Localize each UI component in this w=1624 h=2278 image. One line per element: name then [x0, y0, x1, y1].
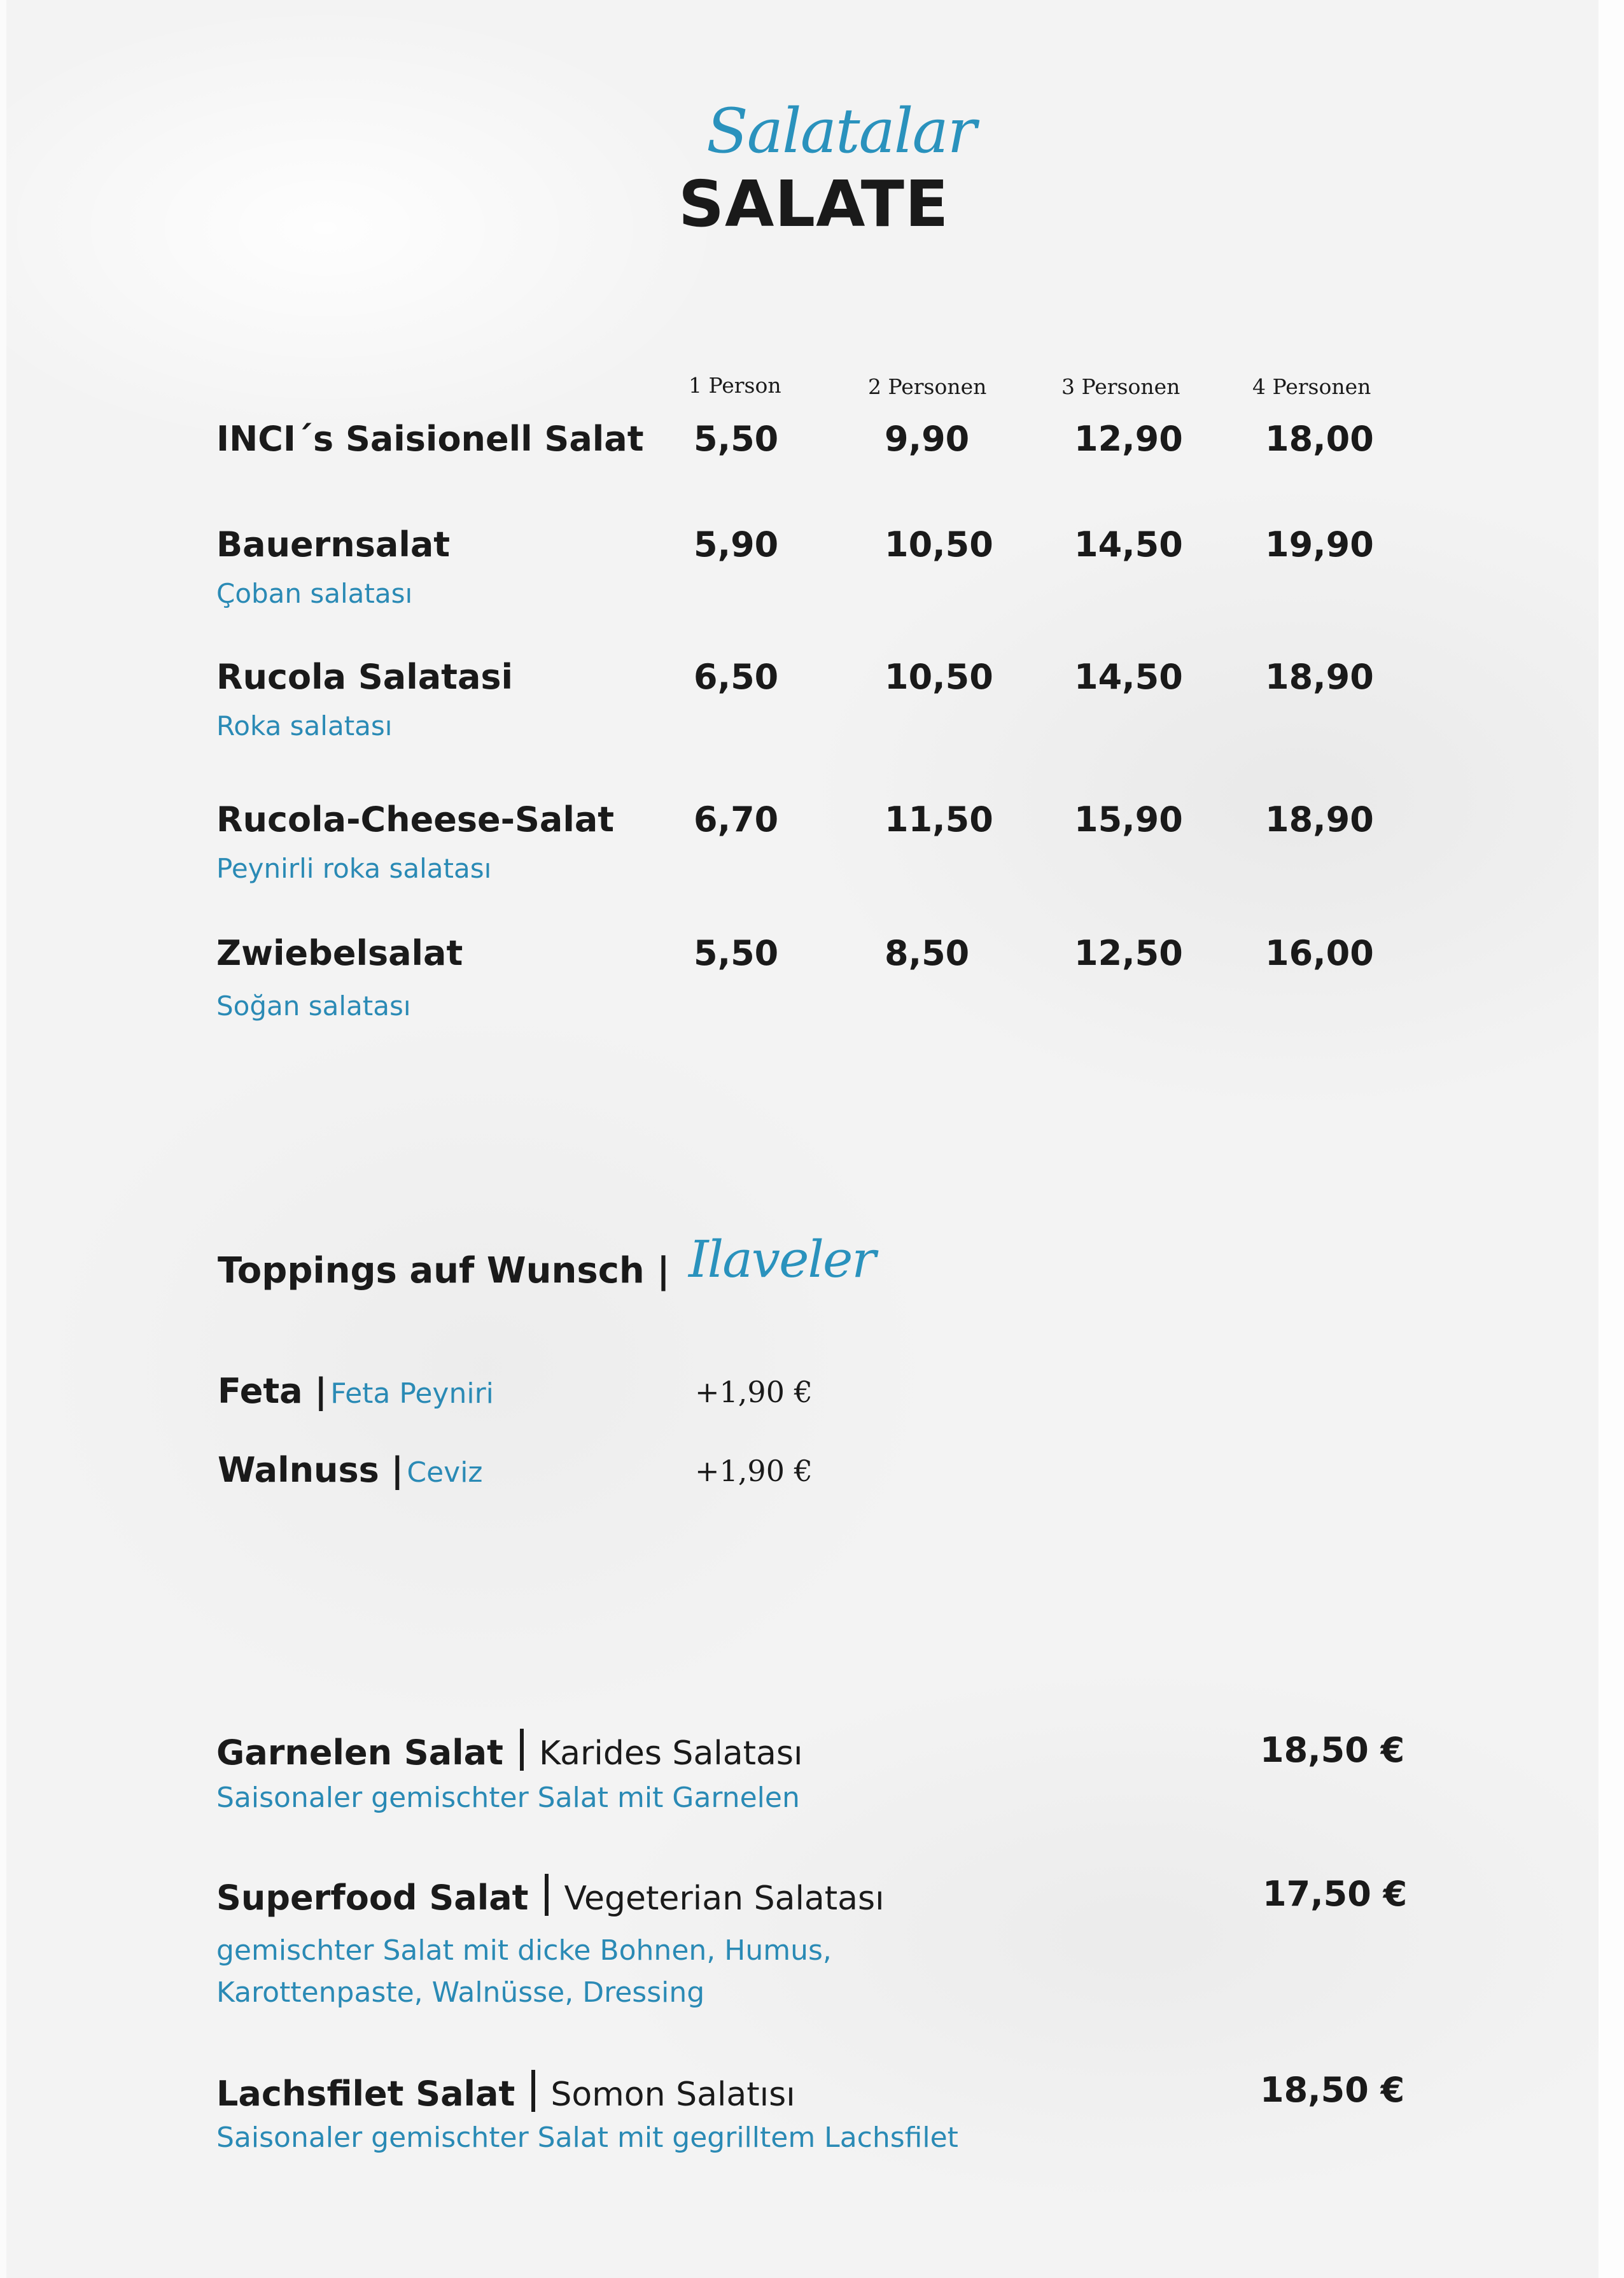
salad-price-4: 18,90 [1265, 657, 1374, 697]
salad-name: Rucola Salatasi [216, 657, 514, 697]
special-turkish-name: Karides Salatası [538, 1734, 803, 1773]
topping-subtitle: Feta Peyniri [330, 1377, 494, 1410]
salad-price-3: 12,50 [1074, 933, 1183, 973]
special-name: Lachsfilet Salat [216, 2074, 515, 2114]
salad-price-2: 11,50 [885, 799, 993, 840]
salad-price-1: 6,70 [694, 799, 779, 840]
divider [520, 1729, 524, 1771]
salad-price-3: 12,90 [1074, 419, 1183, 459]
column-header-1-person: 1 Person [689, 373, 781, 398]
special-name: Garnelen Salat [216, 1733, 503, 1773]
topping-name: Walnuss | [218, 1450, 404, 1490]
salad-name: Bauernsalat [216, 524, 451, 565]
topping-subtitle: Ceviz [407, 1456, 483, 1489]
salad-price-2: 10,50 [885, 524, 993, 565]
salad-subtitle: Roka salatası [216, 710, 393, 742]
salad-price-1: 5,50 [694, 419, 779, 459]
special-description: gemischter Salat mit dicke Bohnen, Humus, Karottenpaste, Walnüsse, Dressing [216, 1934, 832, 2009]
salad-price-4: 19,90 [1265, 524, 1374, 565]
page-title: SALATE [678, 167, 949, 241]
special-title-row [216, 2070, 795, 2114]
column-header-4-personen: 4 Personen [1252, 374, 1371, 399]
column-header-2-personen: 2 Personen [868, 374, 987, 399]
toppings-script-heading: Ilaveler [689, 1230, 875, 1289]
special-title-row [216, 1729, 802, 1773]
salad-name: Rucola-Cheese-Salat [216, 799, 615, 840]
salad-name: Zwiebelsalat [216, 933, 463, 973]
salad-price-3: 14,50 [1074, 657, 1183, 697]
special-price: 18,50 € [1260, 2070, 1405, 2110]
special-description: Saisonaler gemischter Salat mit gegrilltem Lachsfilet [216, 2121, 958, 2154]
divider [545, 1874, 549, 1916]
salad-price-2: 8,50 [885, 933, 970, 973]
salad-price-4: 18,90 [1265, 799, 1374, 840]
special-price: 18,50 € [1260, 1730, 1405, 1770]
salad-price-2: 10,50 [885, 657, 993, 697]
script-title: Salatalar [706, 95, 976, 167]
special-turkish-name: Somon Salatısı [550, 2076, 795, 2114]
salad-price-3: 14,50 [1074, 524, 1183, 565]
topping-row [218, 1450, 483, 1490]
salad-name: INCI´s Saisionell Salat [216, 419, 644, 459]
salad-price-3: 15,90 [1074, 799, 1183, 840]
salad-price-1: 6,50 [694, 657, 779, 697]
salad-price-1: 5,50 [694, 933, 779, 973]
salad-price-4: 16,00 [1265, 933, 1374, 973]
special-price: 17,50 € [1263, 1874, 1408, 1914]
special-title-row [216, 1874, 885, 1918]
special-turkish-name: Vegeterian Salatası [564, 1880, 885, 1918]
special-description: Saisonaler gemischter Salat mit Garnelen [216, 1782, 800, 1814]
column-header-3-personen: 3 Personen [1061, 374, 1180, 399]
topping-row [218, 1371, 494, 1411]
special-name: Superfood Salat [216, 1878, 529, 1918]
page-edge-right [1599, 0, 1624, 2278]
topping-price: +1,90 € [695, 1375, 813, 1409]
salad-subtitle: Çoban salatası [216, 578, 413, 609]
topping-price: +1,90 € [695, 1454, 813, 1488]
salad-subtitle: Peynirli roka salatası [216, 853, 492, 884]
salad-subtitle: Soğan salatası [216, 990, 411, 1022]
topping-name: Feta | [218, 1371, 328, 1411]
salad-price-2: 9,90 [885, 419, 970, 459]
salad-price-1: 5,90 [694, 524, 779, 565]
salad-price-4: 18,00 [1265, 419, 1374, 459]
divider [531, 2070, 535, 2112]
toppings-heading: Toppings auf Wunsch | [218, 1250, 670, 1291]
page-edge-left [0, 0, 6, 2278]
